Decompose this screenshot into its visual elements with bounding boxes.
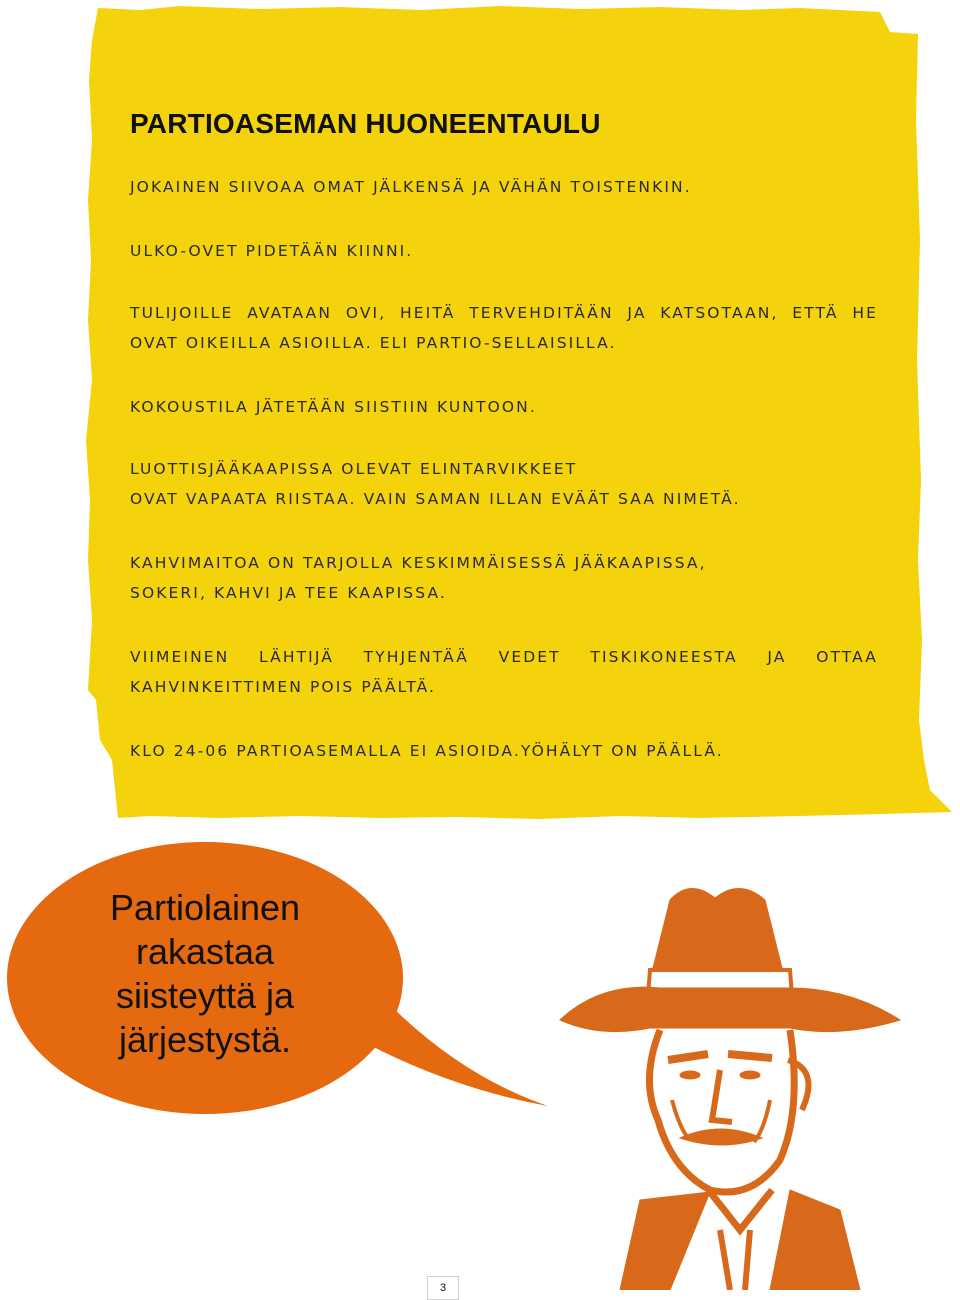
rule-3 <box>130 298 878 358</box>
bubble-line-1: Partiolainen <box>109 887 301 928</box>
rule-6-line-2: SOKERI, KAHVI JA TEE KAAPISSA. <box>130 584 447 602</box>
bubble-text <box>100 886 310 1062</box>
rule-1-line-1: JOKAINEN SIIVOAA OMAT JÄLKENSÄ JA VÄHÄN TOISTENKIN. <box>130 178 692 196</box>
rule-3-line-2: OVAT OIKEILLA ASIOILLA. ELI PARTIO-SELLAISILLA. <box>130 334 617 352</box>
rule-1 <box>130 172 878 202</box>
rule-6-line-1: KAHVIMAITOA ON TARJOLLA KESKIMMÄISESSÄ JÄÄKAAPISSA, <box>130 554 707 572</box>
bubble-line-4: järjestystä. <box>118 1019 292 1060</box>
rule-7-line-2: KAHVINKEITTIMEN POIS PÄÄLTÄ. <box>130 678 437 696</box>
rule-4-line-1: KOKOUSTILA JÄTETÄÄN SIISTIIN KUNTOON. <box>130 398 537 416</box>
bubble-line-2: rakastaa <box>135 931 275 972</box>
rule-6 <box>130 548 878 608</box>
notice-title: PARTIOASEMAN HUONEENTAULU <box>130 108 601 139</box>
rule-3-line-1: TULIJOILLE AVATAAN OVI, HEITÄ TERVEHDITÄÄN JA KATSOTAAN, ETTÄ HE <box>130 304 878 322</box>
rule-5-line-1: LUOTTISJÄÄKAAPISSA OLEVAT ELINTARVIKKEET <box>130 460 578 478</box>
rule-2-line-1: ULKO-OVET PIDETÄÄN KIINNI. <box>130 242 414 260</box>
rule-8-line-1: KLO 24-06 PARTIOASEMALLA EI ASIOIDA.YÖHÄLYT ON PÄÄLLÄ. <box>130 742 724 760</box>
rule-4 <box>130 392 878 422</box>
page-number: 3 <box>427 1276 459 1300</box>
rule-8 <box>130 736 878 766</box>
rule-5-line-2: OVAT VAPAATA RIISTAA. VAIN SAMAN ILLAN EVÄÄT SAA NIMETÄ. <box>130 490 741 508</box>
scout-portrait-icon <box>540 870 910 1290</box>
rule-5 <box>130 454 878 514</box>
rule-7-line-1: VIIMEINEN LÄHTIJÄ TYHJENTÄÄ VEDET TISKIKONEESTA JA OTTAA <box>130 648 878 666</box>
rule-7 <box>130 642 878 702</box>
bubble-line-3: siisteyttä ja <box>115 975 295 1016</box>
rule-2 <box>130 236 878 266</box>
